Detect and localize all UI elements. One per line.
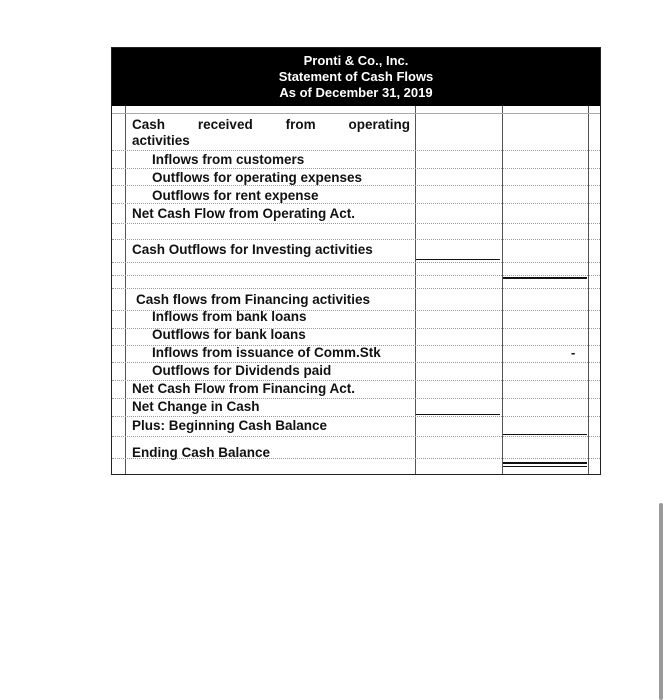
statement-header: [112, 48, 600, 106]
row-divider: [112, 288, 600, 289]
company-name: Pronti & Co., Inc.: [303, 53, 409, 68]
double-underline-top: [503, 462, 587, 464]
common-stock-amount: -: [571, 345, 576, 360]
subtotal-underline: [416, 259, 500, 260]
total-underline: [503, 434, 587, 435]
net-operating-label: Net Cash Flow from Operating Act.: [132, 206, 356, 221]
net-financing-label: Net Cash Flow from Financing Act.: [132, 381, 356, 396]
statement-date: As of December 31, 2019: [279, 85, 433, 100]
total-underline: [503, 277, 587, 279]
net-change-label: Net Change in Cash: [132, 399, 260, 414]
column-divider: [502, 106, 503, 474]
outflows-bank-loans-label: Outflows for bank loans: [152, 327, 306, 342]
row-divider: [112, 262, 600, 263]
inflows-common-stock-label: Inflows from issuance of Comm.Stk: [152, 345, 381, 360]
statement-title: Statement of Cash Flows: [278, 69, 434, 84]
ending-balance-label: Ending Cash Balance: [132, 445, 271, 460]
operating-heading-cont: activities: [132, 133, 190, 148]
operating-heading: Cash received from operating: [132, 117, 410, 132]
outflows-dividends-label: Outflows for Dividends paid: [152, 363, 332, 378]
column-divider: [415, 106, 416, 474]
row-divider: [112, 436, 600, 437]
row-divider: [112, 113, 600, 114]
column-divider: [588, 106, 589, 474]
financing-heading: Cash flows from Financing activities: [136, 292, 371, 307]
beginning-balance-label: Plus: Beginning Cash Balance: [132, 418, 328, 433]
inflows-customers-label: Inflows from customers: [152, 152, 305, 167]
outflows-rent-label: Outflows for rent expense: [152, 188, 319, 203]
outflows-operating-label: Outflows for operating expenses: [152, 170, 363, 185]
row-divider: [112, 239, 600, 240]
row-divider: [112, 223, 600, 224]
investing-heading: Cash Outflows for Investing activities: [132, 242, 373, 257]
subtotal-underline: [416, 414, 500, 415]
double-underline-bottom: [503, 466, 587, 467]
cash-flow-statement: [111, 47, 601, 475]
column-divider: [125, 106, 126, 474]
row-divider: [112, 275, 600, 276]
inflows-bank-loans-label: Inflows from bank loans: [152, 309, 307, 324]
page-scrollbar[interactable]: [659, 503, 663, 700]
